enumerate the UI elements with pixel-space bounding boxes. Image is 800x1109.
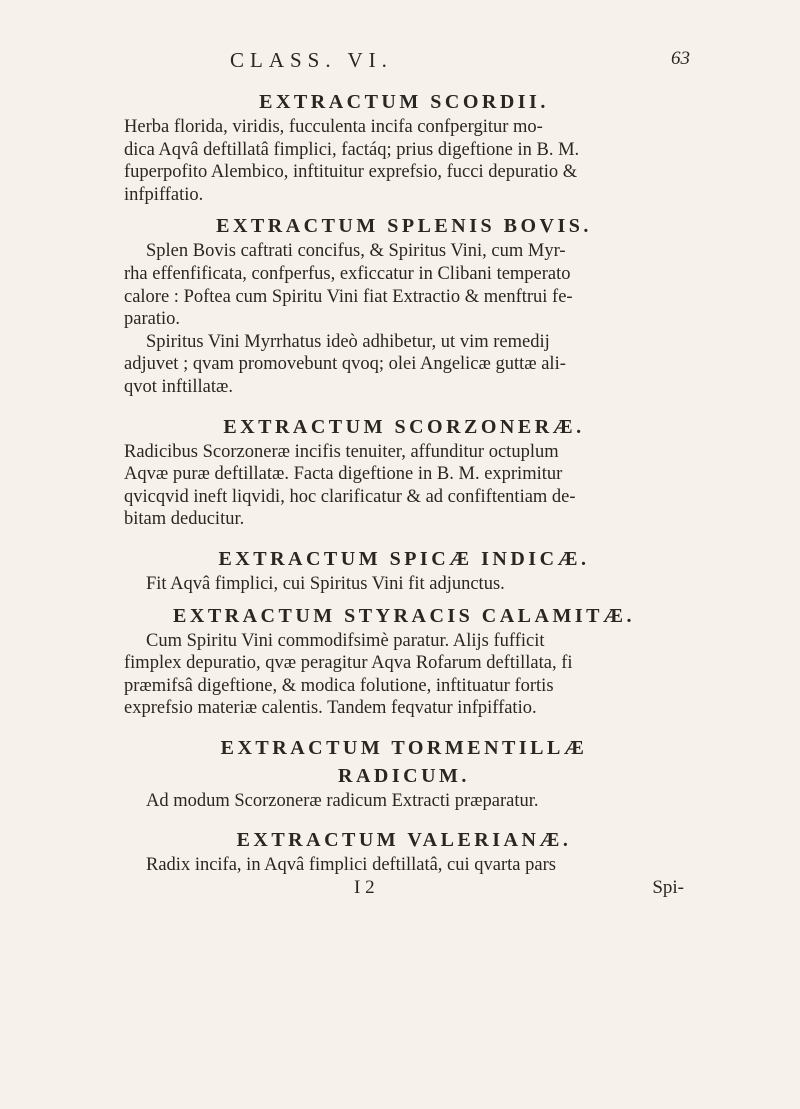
text-line: qvot inftillatæ.	[124, 376, 233, 397]
section-paragraph	[124, 240, 684, 398]
text-block	[124, 88, 684, 899]
text-line: infpiffatio.	[124, 184, 204, 205]
text-line: calore : Poftea cum Spiritu Vini fiat Extractio & menftrui fe-	[124, 286, 573, 307]
text-line: fuperpofito Alembico, inftituitur exprefsio, fucci depuratio &	[124, 162, 578, 183]
text-line: fimplex depuratio, qvæ peragitur Aqva Rofarum deftillata, fi	[124, 653, 573, 674]
section-heading: EXTRACTUM SPLENIS BOVIS.	[216, 215, 592, 238]
page-footer	[124, 877, 684, 899]
text-line: rha effenfificata, confperfus, exficcatur in Clibani temperato	[124, 263, 571, 284]
section-heading: EXTRACTUM SCORZONERÆ.	[223, 415, 585, 438]
text-line: Herba florida, viridis, fucculenta incifa confpergitur mo-	[124, 117, 543, 137]
section-paragraph	[124, 630, 684, 720]
text-line: Spiritus Vini Myrrhatus ideò adhibetur, ut vim remedij	[146, 331, 550, 352]
text-line: dica Aqvâ deftillatâ fimplici, factáq; prius digeftione in B. M.	[124, 139, 580, 160]
page-number: 63	[671, 48, 690, 69]
signature-mark: I 2	[354, 877, 375, 899]
section-heading: EXTRACTUM TORMENTILLÆ RADICUM.	[220, 736, 588, 787]
section-heading: EXTRACTUM STYRACIS CALAMITÆ.	[173, 604, 635, 627]
text-line: Radicibus Scorzoneræ incifis tenuiter, affunditur octuplum	[124, 441, 559, 462]
section-heading: EXTRACTUM VALERIANÆ.	[236, 829, 572, 852]
section-paragraph	[124, 790, 684, 813]
section-heading: EXTRACTUM SCORDII.	[259, 91, 549, 113]
section-heading: EXTRACTUM SPICÆ INDICÆ.	[218, 547, 590, 570]
catchword: Spi-	[652, 877, 684, 899]
running-head	[230, 48, 690, 73]
text-line: qvicqvid ineft liqvidi, hoc clarificatur & ad confiftentiam de-	[124, 486, 576, 507]
text-line: paratio.	[124, 309, 180, 330]
text-line: Ad modum Scorzoneræ radicum Extracti præparatur.	[146, 790, 539, 811]
text-line: Radix incifa, in Aqvâ fimplici deftillatâ, cui qvarta pars	[146, 855, 556, 876]
text-line: Splen Bovis caftrati concifus, & Spiritus Vini, cum Myr-	[146, 241, 566, 262]
section-paragraph	[124, 854, 684, 877]
text-line: adjuvet ; qvam promovebunt qvoq; olei Angelicæ guttæ ali-	[124, 354, 566, 375]
text-line: præmifsâ digeftione, & modica folutione, inftituatur fortis	[124, 675, 554, 696]
text-line: bitam deducitur.	[124, 509, 245, 530]
text-line: exprefsio materiæ calentis. Tandem feqvatur infpiffatio.	[124, 698, 537, 719]
section-paragraph	[124, 116, 684, 206]
section-paragraph	[124, 441, 684, 531]
text-line: Aqvæ puræ deftillatæ. Facta digeftione in B. M. exprimitur	[124, 464, 563, 485]
class-label: CLASS. VI.	[230, 48, 393, 72]
section-paragraph	[124, 573, 684, 596]
text-line: Fit Aqvâ fimplici, cui Spiritus Vini fit adjunctus.	[146, 573, 505, 594]
text-line: Cum Spiritu Vini commodifsimè paratur. Alijs fufficit	[146, 630, 545, 651]
